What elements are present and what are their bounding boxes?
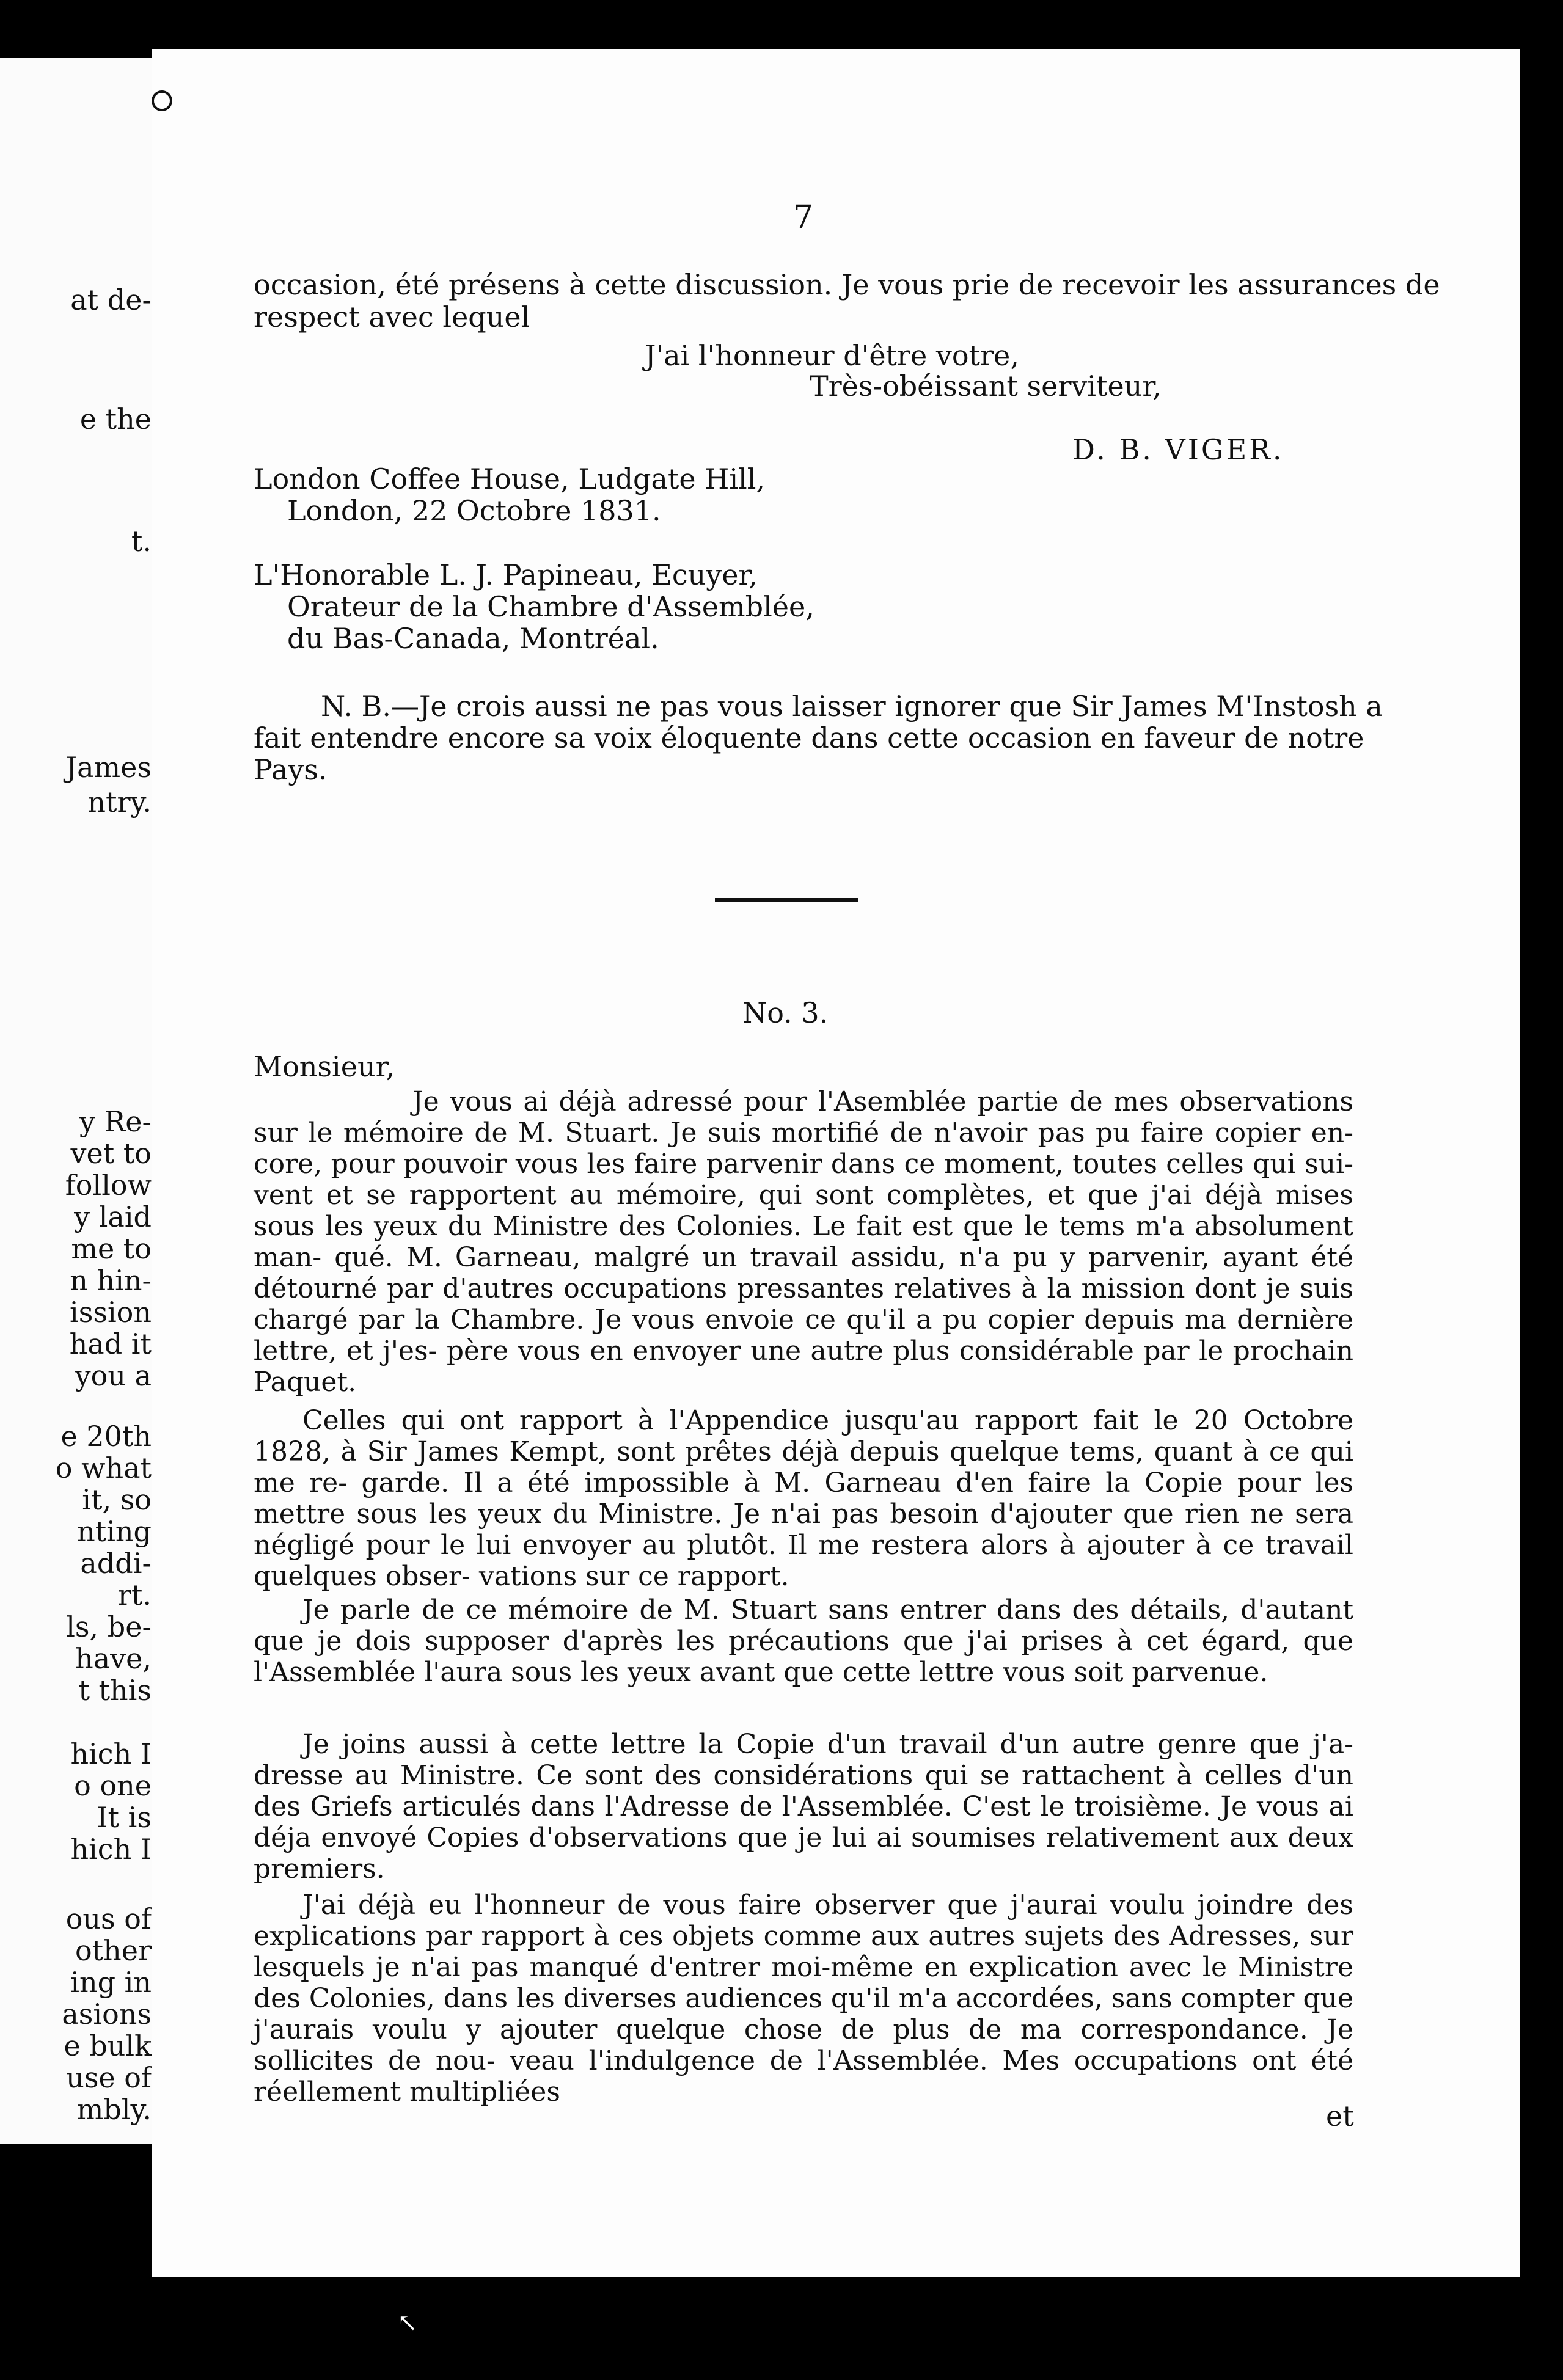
margin-fragment: ission (70, 1296, 152, 1329)
paragraph (254, 1889, 1353, 2108)
text-line: les yeux du Ministre. Je n'ai pas besoin d'ajouter que rien ne sera négligé pour (254, 1498, 1353, 1561)
addressee: Orateur de la Chambre d'Assemblée, (287, 590, 814, 623)
section-divider (715, 898, 858, 902)
margin-fragment: nting (77, 1515, 152, 1548)
page-number: 7 (793, 199, 814, 236)
margin-fragment: vet to (70, 1137, 152, 1170)
margin-fragment: t this (78, 1674, 152, 1707)
margin-fragment: have, (75, 1642, 152, 1675)
text-line: le lui envoyer au plutôt. Il me restera alors à ajouter à ce travail quelques obser- (254, 1530, 1353, 1592)
postscript: N. B.—Je crois aussi ne pas vous laisser ignorer que Sir James M'Instosh a (321, 690, 1383, 723)
margin-fragment: addi- (80, 1547, 152, 1580)
paragraph (254, 1729, 1353, 1885)
text-line: Griefs articulés dans l'Adresse de l'Assemblée. C'est le troisième. Je vous ai (310, 1791, 1353, 1822)
margin-fragment: o what (55, 1451, 152, 1484)
text-line: vations sur ce rapport. (478, 1561, 789, 1592)
text-line: Je joins aussi à cette lettre la Copie d'un travail d'un autre genre que j'a- (302, 1729, 1353, 1760)
text-line: qué. M. Garneau, malgré un travail assidu, n'a pu y parvenir, ayant été détourné (254, 1242, 1353, 1304)
margin-fragment: ous of (65, 1902, 152, 1935)
margin-fragment: n hin- (70, 1264, 152, 1297)
catchword: et (1326, 2100, 1354, 2133)
margin-fragment: ntry. (87, 786, 152, 819)
closing-line: occasion, été présens à cette discussion. Je vous prie de recevoir les assurances de (254, 268, 1440, 301)
text-line: garde. Il a été impossible à M. Garneau d'en faire la Copie pour les mettre sous (254, 1467, 1353, 1530)
margin-fragment: ing in (70, 1966, 152, 1999)
signature: D. B. VIGER. (1072, 433, 1284, 466)
margin-fragment: it, so (82, 1483, 152, 1516)
letter-place: London Coffee House, Ludgate Hill, (254, 462, 766, 495)
binding-ring-icon (152, 90, 172, 111)
margin-fragment: o one (74, 1769, 152, 1802)
margin-fragment: had it (69, 1327, 152, 1360)
text-line: dresse au Ministre. Ce sont des considérations qui se rattachent à celles d'un des (254, 1760, 1353, 1822)
text-line: voulu y ajouter quelque chose de plus de ma correspondance. Je sollicites de nou- (254, 2014, 1353, 2076)
text-line: l'aura sous les yeux avant que cette lettre vous soit parvenue. (424, 1657, 1268, 1688)
margin-fragment: at de- (70, 283, 152, 316)
margin-fragment: follow (65, 1169, 152, 1202)
text-line: Je vous ai déjà adressé pour l'Asemblée partie de mes observations (412, 1086, 1353, 1117)
margin-fragment: e the (79, 403, 152, 436)
text-line: core, pour pouvoir vous les faire parvenir dans ce moment, toutes celles qui sui- (254, 1148, 1353, 1180)
paragraph (254, 1086, 1353, 1398)
text-line: déja envoyé Copies d'observations que je lui ai soumises relativement aux deux (254, 1822, 1353, 1853)
margin-fragment: e bulk (64, 2029, 152, 2062)
closing-line: respect avec lequel (254, 301, 530, 334)
margin-fragment: James (65, 751, 152, 784)
margin-fragment: you a (75, 1359, 152, 1392)
margin-fragment: asions (62, 1998, 152, 2031)
text-line: premiers. (254, 1853, 385, 1885)
postscript: fait entendre encore sa voix éloquente dans cette occasion en faveur de notre (254, 721, 1364, 754)
postscript: Pays. (254, 753, 328, 786)
margin-fragment: t. (131, 525, 152, 558)
text-line: à Sir James Kempt, sont prêtes déjà depuis quelque tems, quant à ce qui me re- (254, 1436, 1353, 1498)
margin-fragment: hich I (70, 1833, 152, 1866)
text-line: J'ai déjà eu l'honneur de vous faire observer que j'aurai voulu joindre des (302, 1889, 1353, 1921)
margin-fragment: use of (66, 2061, 152, 2094)
margin-fragment: y laid (74, 1200, 152, 1233)
letter-date: London, 22 Octobre 1831. (287, 494, 661, 527)
salutation: Très-obéissant serviteur, (810, 370, 1162, 403)
margin-fragment: It is (97, 1801, 152, 1834)
margin-fragment: hich I (70, 1737, 152, 1770)
text-line: Je parle de ce mémoire de M. Stuart sans entrer dans des détails, d'autant que (254, 1594, 1353, 1657)
letter-greeting: Monsieur, (254, 1050, 395, 1083)
paragraph (254, 1594, 1353, 1688)
text-line: veau l'indulgence de l'Assemblée. Mes occupations ont été réellement multipliées (254, 2045, 1353, 2108)
text-line: Colonies, dans les diverses audiences qu'il m'a accordées, sans compter que j'aurais (254, 1983, 1353, 2045)
paragraph (254, 1405, 1353, 1592)
text-line: lesquels je n'ai pas manqué d'entrer moi-même en explication avec le Ministre des (254, 1952, 1353, 2014)
margin-fragment: mbly. (76, 2093, 152, 2126)
left-facing-page (0, 58, 152, 2144)
margin-fragment: me to (71, 1232, 152, 1265)
text-line: explications par rapport à ces objets comme aux autres sujets des Adresses, sur (254, 1921, 1353, 1952)
margin-fragment: e 20th (60, 1420, 152, 1453)
text-line: vent et se rapportent au mémoire, qui sont complètes, et que j'ai déjà mises sous (254, 1180, 1353, 1242)
text-line: les yeux du Ministre des Colonies. Le fait est que le tems m'a absolument man- (254, 1211, 1353, 1273)
text-line: sur le mémoire de M. Stuart. Je suis mortifié de n'avoir pas pu faire copier en- (254, 1117, 1353, 1148)
addressee: du Bas-Canada, Montréal. (287, 622, 659, 655)
addressee: L'Honorable L. J. Papineau, Ecuyer, (254, 558, 758, 591)
salutation: J'ai l'honneur d'être votre, (645, 339, 1019, 372)
text-line: Celles qui ont rapport à l'Appendice jusqu'au rapport fait le 20 Octobre 1828, (254, 1405, 1353, 1467)
section-heading: No. 3. (742, 996, 829, 1029)
text-line: je dois supposer d'après les précautions que j'ai prises à cet égard, que l'Assemblée (254, 1626, 1353, 1688)
cursor-mark-icon: ↖ (397, 2309, 418, 2337)
margin-fragment: rt. (117, 1579, 152, 1612)
margin-fragment: ls, be- (66, 1610, 152, 1643)
text-line: père vous en envoyer une autre plus considérable par le prochain Paquet. (254, 1335, 1353, 1398)
text-line: par d'autres occupations pressantes relatives à la mission dont je suis chargé par la (254, 1273, 1353, 1335)
text-line: Chambre. Je vous envoie ce qu'il a pu copier depuis ma dernière lettre, et j'es- (254, 1304, 1353, 1367)
margin-fragment: other (75, 1934, 152, 1967)
margin-fragment: y Re- (79, 1105, 152, 1138)
